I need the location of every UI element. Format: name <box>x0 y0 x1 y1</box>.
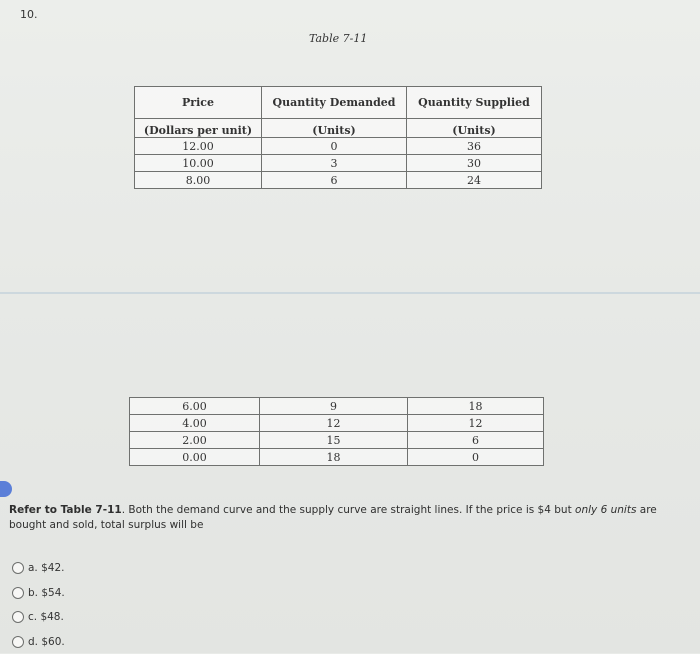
cell-price: 4.00 <box>130 415 260 432</box>
table-title: Table 7-11 <box>309 32 367 45</box>
question-text-part2: are bought and sold, total surplus will be <box>9 504 657 531</box>
option-label: b. $54. <box>28 587 65 599</box>
radio-button-icon[interactable] <box>12 562 24 574</box>
supply-demand-table-top <box>134 86 542 189</box>
table-row <box>130 449 544 466</box>
cell-supplied: 0 <box>408 449 544 466</box>
table-row <box>130 398 544 415</box>
cell-price: 2.00 <box>130 432 260 449</box>
cell-price: 10.00 <box>135 155 262 172</box>
question-text <box>9 503 677 533</box>
table-row <box>135 172 542 189</box>
cell-price: 8.00 <box>135 172 262 189</box>
option-label: a. $42. <box>28 562 65 574</box>
cell-supplied: 36 <box>407 138 542 155</box>
option-label: d. $60. <box>28 636 65 648</box>
cell-price: 0.00 <box>130 449 260 466</box>
section-divider <box>0 292 700 294</box>
cell-supplied: 30 <box>407 155 542 172</box>
units-supplied: (Units) <box>407 119 542 138</box>
question-text-part1: . Both the demand curve and the supply curve are straight lines. If the price is $4 but <box>122 504 575 516</box>
question-table-reference: Refer to Table 7-11 <box>9 504 122 516</box>
cell-demanded: 9 <box>260 398 408 415</box>
table-units-row <box>135 119 542 138</box>
question-text-italic: only 6 units <box>575 504 636 516</box>
header-price: Price <box>135 87 262 119</box>
cell-demanded: 18 <box>260 449 408 466</box>
cell-demanded: 15 <box>260 432 408 449</box>
cell-supplied: 24 <box>407 172 542 189</box>
header-quantity-demanded: Quantity Demanded <box>262 87 407 119</box>
units-demanded: (Units) <box>262 119 407 138</box>
table-row <box>130 415 544 432</box>
supply-demand-table-bottom <box>129 397 544 466</box>
option-label: c. $48. <box>28 611 64 623</box>
cell-demanded: 6 <box>262 172 407 189</box>
radio-button-icon[interactable] <box>12 636 24 648</box>
table-row <box>135 155 542 172</box>
cell-supplied: 12 <box>408 415 544 432</box>
answer-options <box>12 556 65 654</box>
option-c[interactable] <box>12 605 65 630</box>
radio-button-icon[interactable] <box>12 611 24 623</box>
question-flag-marker <box>0 481 12 497</box>
table-header-row <box>135 87 542 119</box>
cell-demanded: 12 <box>260 415 408 432</box>
cell-price: 6.00 <box>130 398 260 415</box>
option-b[interactable] <box>12 581 65 606</box>
table-row <box>135 138 542 155</box>
cell-price: 12.00 <box>135 138 262 155</box>
cell-supplied: 6 <box>408 432 544 449</box>
cell-supplied: 18 <box>408 398 544 415</box>
header-quantity-supplied: Quantity Supplied <box>407 87 542 119</box>
question-number: 10. <box>20 8 38 21</box>
units-price: (Dollars per unit) <box>135 119 262 138</box>
cell-demanded: 3 <box>262 155 407 172</box>
option-a[interactable] <box>12 556 65 581</box>
radio-button-icon[interactable] <box>12 587 24 599</box>
option-d[interactable] <box>12 630 65 654</box>
cell-demanded: 0 <box>262 138 407 155</box>
table-row <box>130 432 544 449</box>
